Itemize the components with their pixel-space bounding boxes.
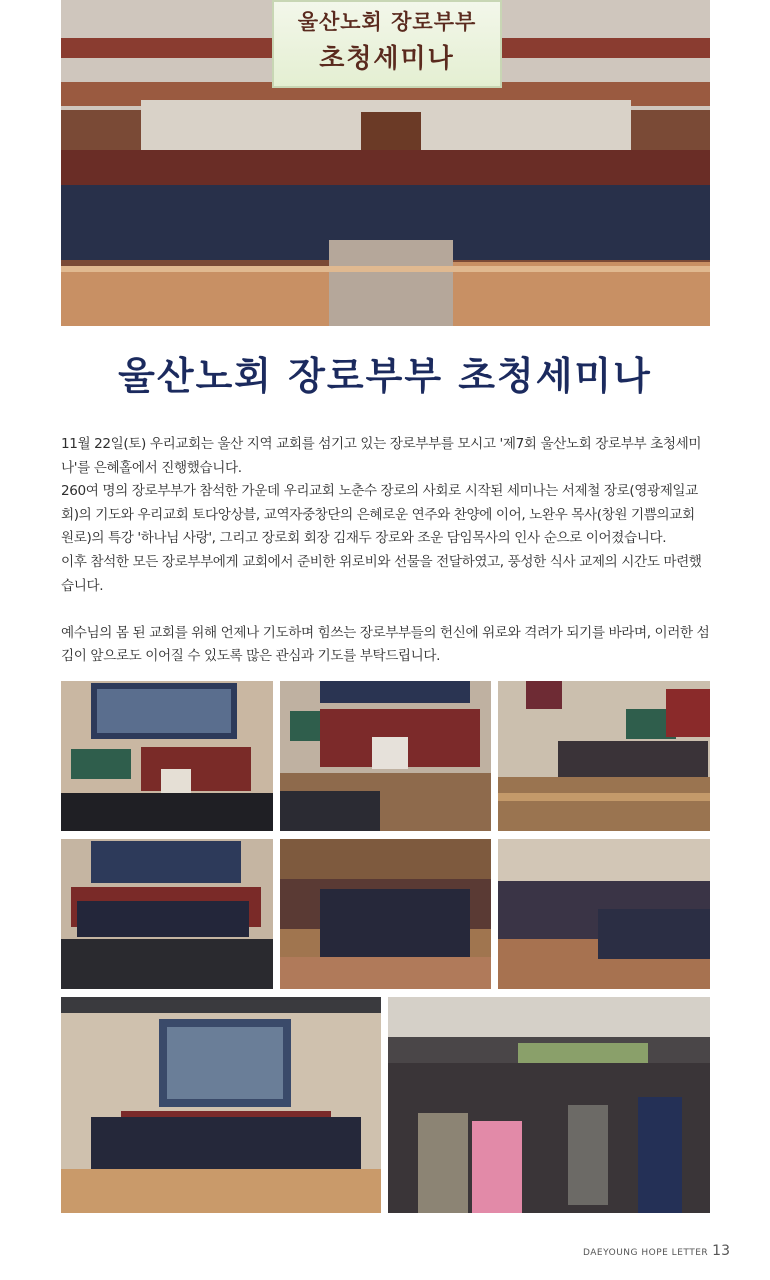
photo-hall-wide: [498, 681, 710, 831]
banner-line1: 울산노회 장로부부: [297, 10, 477, 34]
hero-banner: [272, 0, 502, 88]
article-body: [61, 433, 711, 669]
photo-podium: [280, 681, 491, 831]
photo-audience-seated: [498, 839, 710, 989]
page-number: 13: [712, 1243, 730, 1259]
paragraph: 11월 22일(토) 우리교회는 울산 지역 교회를 섬기고 있는 장로부부를 모시고 '제7회 울산노회 장로부부 초청세미나'를 은혜홀에서 진행했습니다.: [61, 436, 702, 476]
closing-paragraph: 예수님의 몸 된 교회를 위해 언제나 기도하며 힘쓰는 장로부부들의 헌신에 위로와 격려가 되기를 바라며, 이러한 섬김이 앞으로도 이어질 수 있도록 많은 관심과 기도를 부탁드립니다.: [61, 624, 710, 665]
page-footer: [583, 1240, 730, 1259]
paragraph: 이후 참석한 모든 장로부부에게 교회에서 준비한 위로비와 선물을 전달하였고, 풍성한 식사 교제의 시간도 마련했습니다.: [61, 553, 702, 594]
paragraph: 260여 명의 장로부부가 참석한 가운데 우리교회 노춘수 장로의 사회로 시작된 세미나는 서제철 장로(영광제일교회)의 기도와 우리교회 토다앙상블, 교역자중창단의 은혜로운 연주와 찬양에 이어, 노완우 목사(창원 기쁨의교회 원로)의 특강 '하나님 사랑', 그리고 장로회 회장 김재두 장로와 조운 담임목사의 인사 순으로 이어졌습니다.: [61, 483, 698, 547]
publication-name: DAEYOUNG HOPE LETTER: [583, 1248, 709, 1258]
photo-stage-screen: [61, 681, 273, 831]
photo-audience-close: [280, 839, 491, 989]
photo-dining-hall: [388, 997, 710, 1213]
article-title: 울산노회 장로부부 초청세미나: [118, 353, 652, 398]
photo-choir: [61, 839, 273, 989]
banner-line2: 초청세미나: [319, 44, 455, 74]
photo-group-stage: [61, 997, 381, 1213]
